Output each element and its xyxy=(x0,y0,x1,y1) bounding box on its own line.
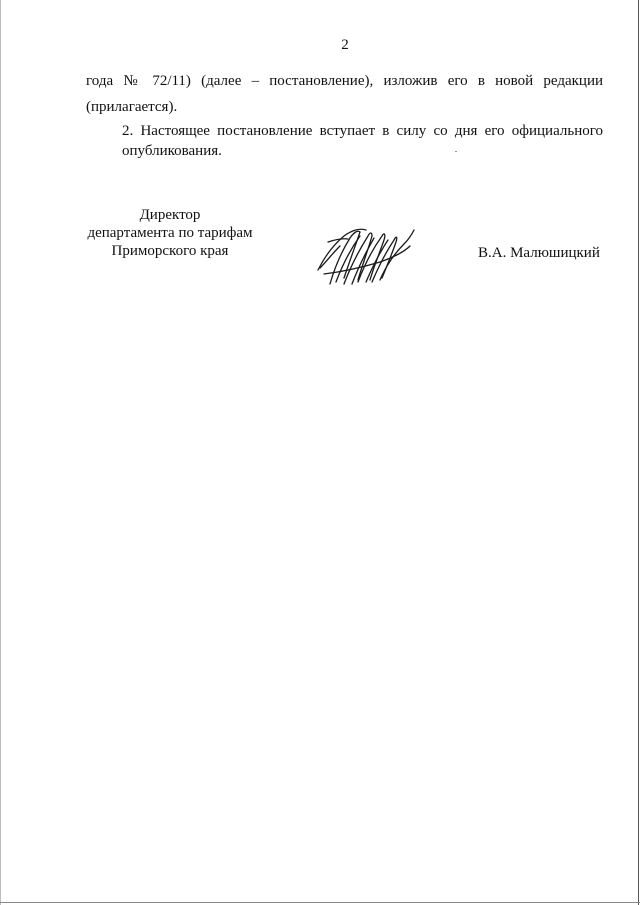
scan-edge-left xyxy=(0,0,1,905)
paragraph-1-line-2: (прилагается). xyxy=(86,99,178,115)
signer-name: В.А. Малюшицкий xyxy=(478,245,600,261)
signatory-title-line-3: Приморского края xyxy=(111,243,229,259)
signatory-title xyxy=(70,206,270,260)
paragraph-2-line-1: 2. Настоящее постановление вступает в силу со дня его официального xyxy=(122,123,603,139)
scan-edge-bottom xyxy=(0,902,640,903)
scan-speck xyxy=(455,151,457,152)
handwritten-signature xyxy=(310,222,420,288)
page-number: 2 xyxy=(341,37,349,53)
paragraph-2 xyxy=(86,121,603,161)
paragraph-2-line-2: опубликования. xyxy=(122,143,222,159)
scan-edge-right xyxy=(638,0,639,905)
signatory-title-line-1: Директор xyxy=(139,207,201,223)
signatory-title-line-2: департамента по тарифам xyxy=(87,225,253,241)
paragraph-1-line-1: года № 72/11) (далее – постановление), изложив его в новой редакции xyxy=(86,73,603,89)
